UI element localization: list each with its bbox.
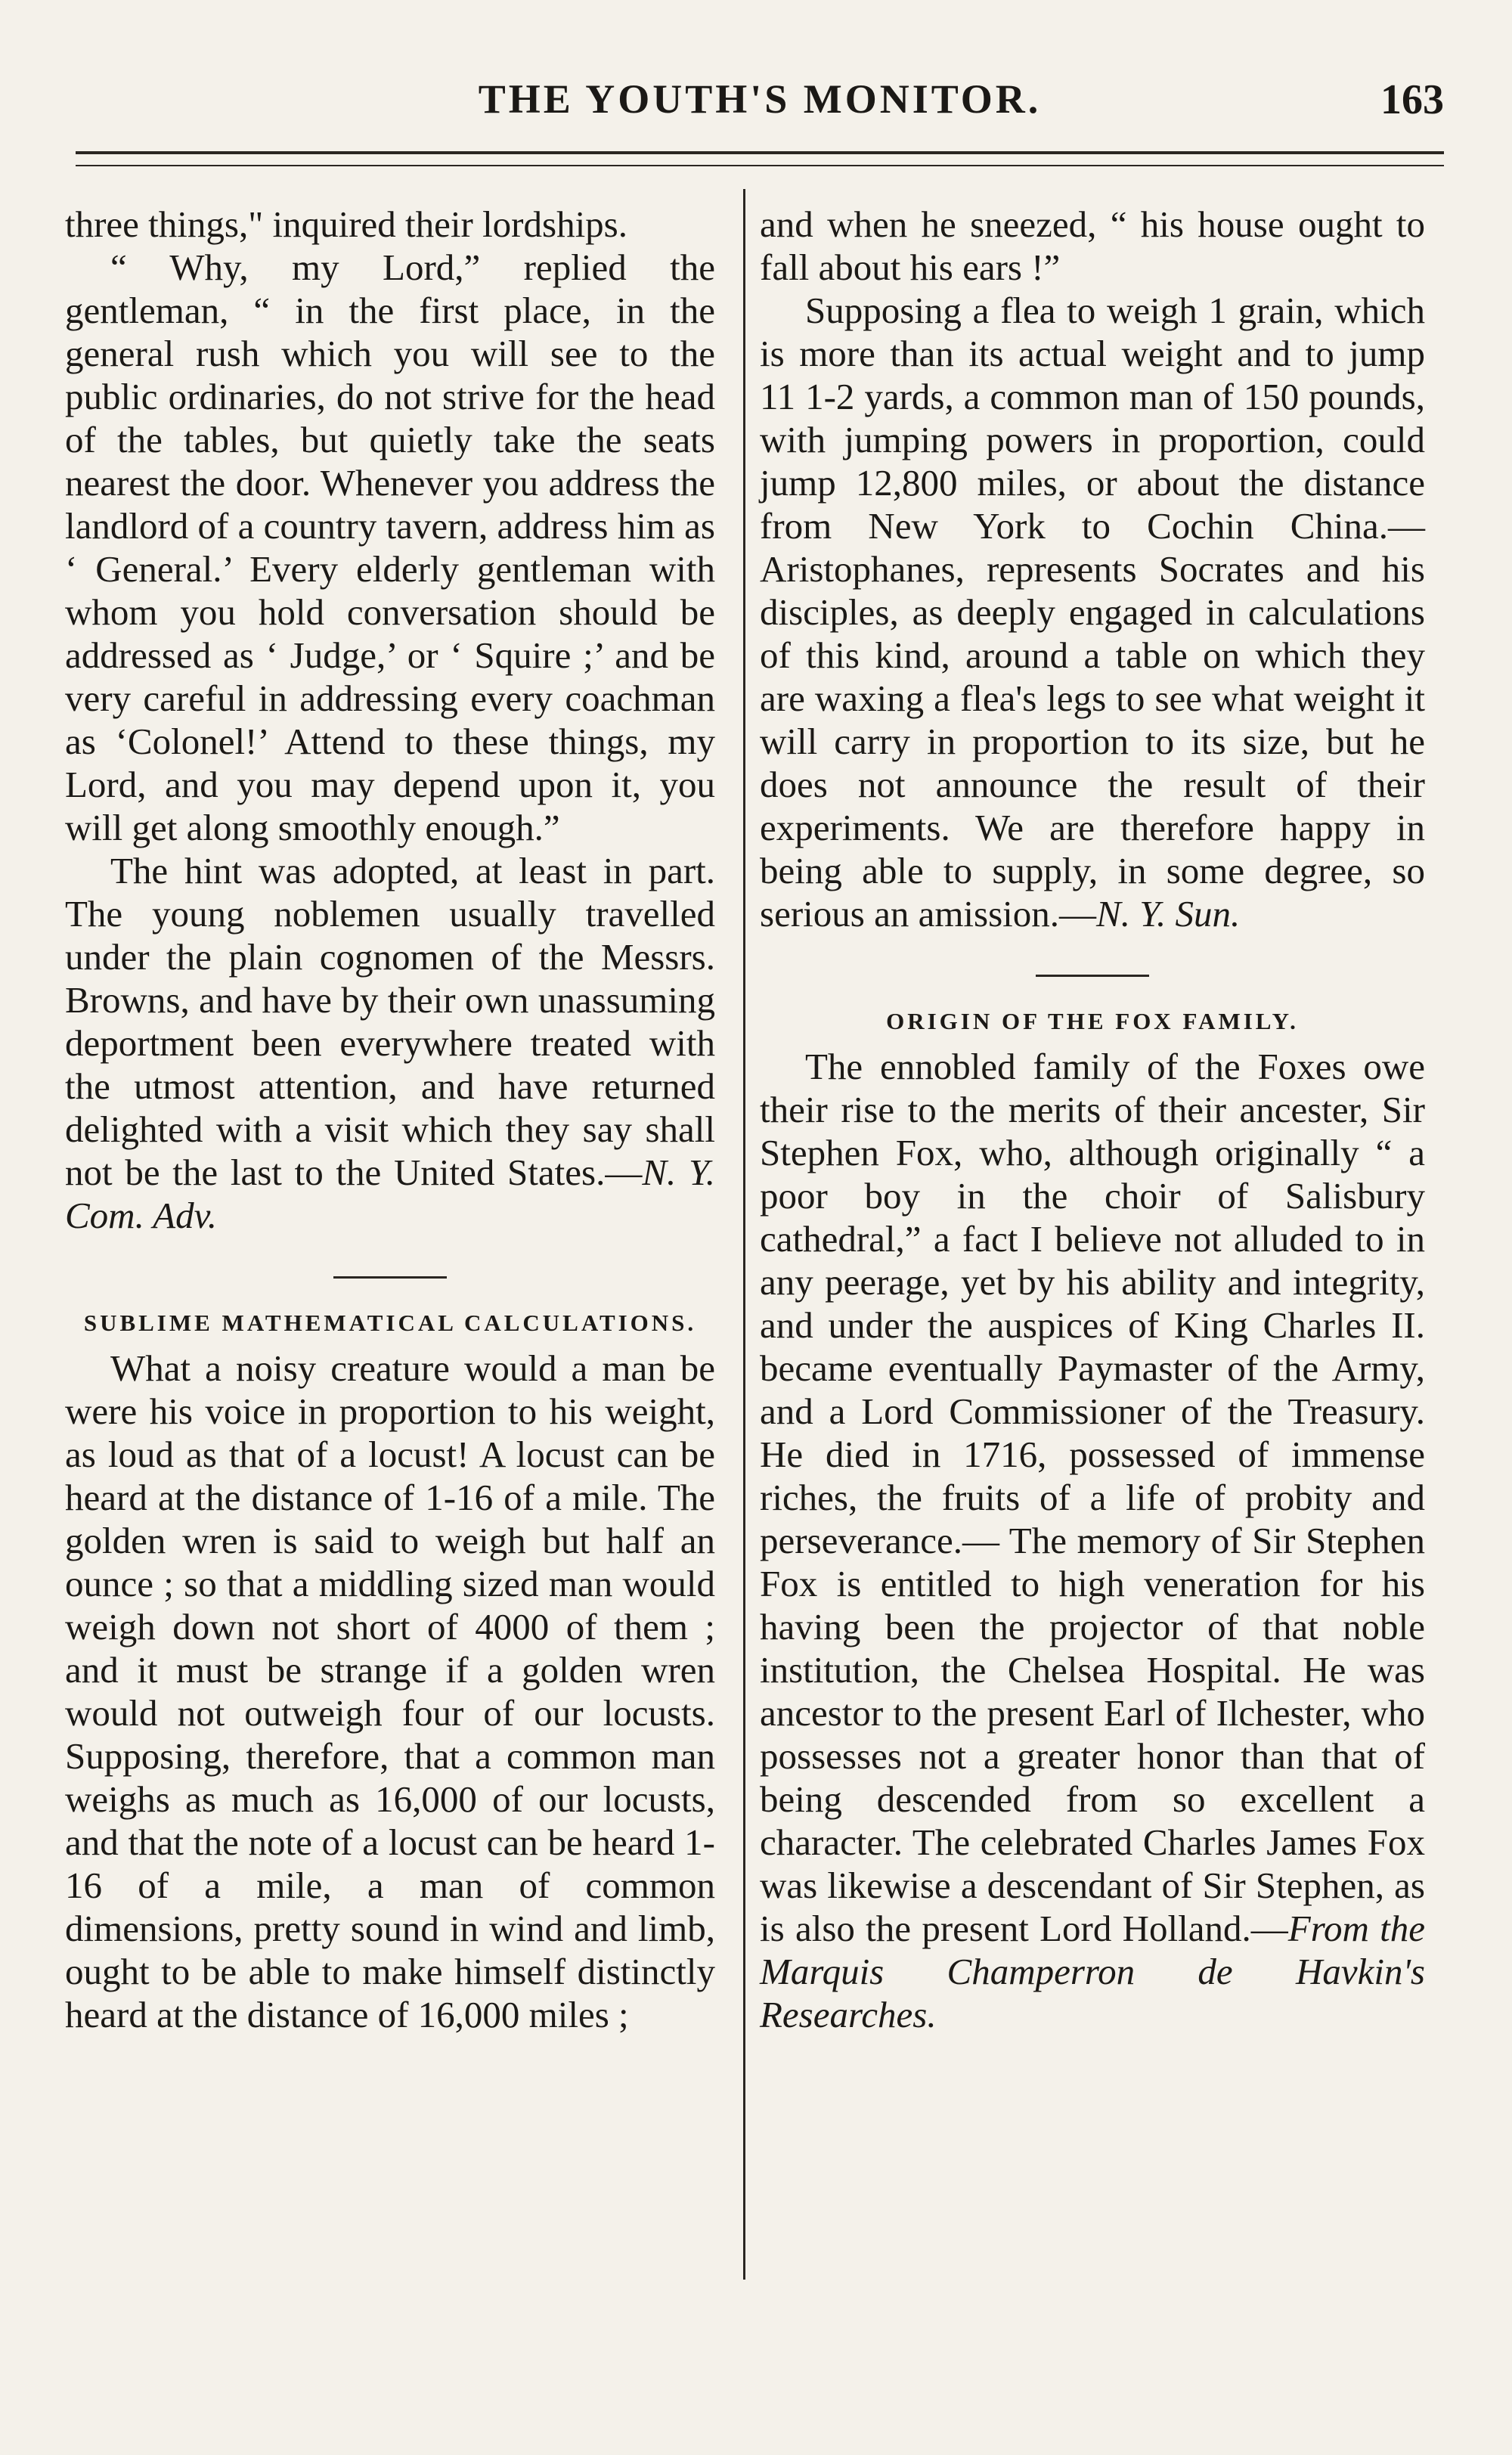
right-column: [760, 203, 1425, 2036]
page-number: 163: [1380, 76, 1444, 123]
header-double-rule: [76, 151, 1444, 166]
paragraph-text: The hint was adopted, at least in part. The young noblemen usually travelled under the plain cognomen of the Messrs. Browns, and have by their own unassuming deportment been everywhere treated with the utmost attention, and have returned delighted with a visit which they say shall not be the last to the United States.—: [65, 850, 715, 1193]
source-citation: N. Y. Com. Adv.: [65, 1152, 716, 1236]
running-head: [76, 76, 1444, 129]
section-rule: [1036, 975, 1149, 977]
paragraph-flea: [760, 289, 1425, 935]
left-column: [65, 203, 715, 2036]
paragraph-text: Supposing a flea to weigh 1 grain, which is more than its actual weight and to jump 11 1-2 yards, a common man of 150 pounds, with jumping powers in proportion, could jump 12,800 miles, or about the distance from New York to Cochin China.— Aristophanes, represents Socrates and his disciples, as deeply engaged in calculations of this kind, around a table on which they are waxing a flea's legs to see what weight it will carry in proportion to its size, but he does not announce the result of their experiments. We are therefore happy in being able to supply, in some degree, so serious an amission.—: [760, 290, 1425, 935]
source-citation: N. Y. Sun.: [1096, 893, 1241, 935]
paragraph-locust: What a noisy creature would a man be were his voice in proportion to his weight, as loud as that of a locust! A locust can be heard at the distance of 1-16 of a mile. The golden wren is said to weigh but half an ounce ; so that a middling sized man would weigh down not short of 4000 of them ; and it must be strange if a golden wren would not outweigh four of our locusts. Supposing, therefore, that a common man weighs as much as 16,000 of our locusts, and that the note of a locust can be heard 1-16 of a mile, a man of common dimensions, pretty sound in wind and limb, ought to be able to make himself distinctly heard at the distance of 16,000 miles ;: [65, 1347, 715, 2035]
paragraph-fox-family: [760, 1045, 1425, 2036]
paragraph-continued: three things," inquired their lordships.: [65, 203, 627, 245]
section-rule: [333, 1276, 447, 1279]
running-title: THE YOUTH'S MONITOR.: [478, 76, 1042, 122]
paragraph-advice: “ Why, my Lord,” replied the gentleman, “ in the first place, in the general rush which you will see to the public ordinaries, do not strive for the head of the tables, but quietly take the seats nearest the door. Whenever you address the landlord of a country tavern, address him as ‘ General.’ Every elderly gentleman with whom you hold conversation should be addressed as ‘ Judge,’ or ‘ Squire ;’ and be very careful in addressing every coachman as ‘Colonel!’ Attend to these things, my Lord, and you may depend upon it, you will get along smoothly enough.”: [65, 246, 715, 848]
paragraph-text: The ennobled family of the Foxes owe their rise to the merits of their ancester, Sir Stephen Fox, who, although originally “ a poor boy in the choir of Salisbury cathedral,” a fact I believe not alluded to in any peerage, yet by his ability and integrity, and under the auspices of King Charles II. became eventually Paymaster of the Army, and a Lord Commissioner of the Treasury. He died in 1716, possessed of immense riches, the fruits of a life of probity and perseverance.— The memory of Sir Stephen Fox is entitled to high veneration for his having been the projector of that noble institution, the Chelsea Hospital. He was ancestor to the present Earl of Ilchester, who possesses not a greater honor than that of being descended from so excellent a character. The celebrated Charles James Fox was likewise a descendant of Sir Stephen, as is also the present Lord Holland.—: [760, 1046, 1425, 1949]
paragraph-hint-adopted: [65, 849, 715, 1237]
section-heading-calculations: SUBLIME MATHEMATICAL CALCULATIONS.: [83, 1310, 697, 1336]
column-divider: [743, 189, 745, 2280]
source-citation: From the Marquis Champerron de Havkin's Researches.: [760, 1908, 1425, 2035]
paragraph-continued: and when he sneezed, “ his house ought to fall about his ears !”: [760, 203, 1425, 288]
section-heading-fox-family: ORIGIN OF THE FOX FAMILY.: [886, 1008, 1299, 1034]
